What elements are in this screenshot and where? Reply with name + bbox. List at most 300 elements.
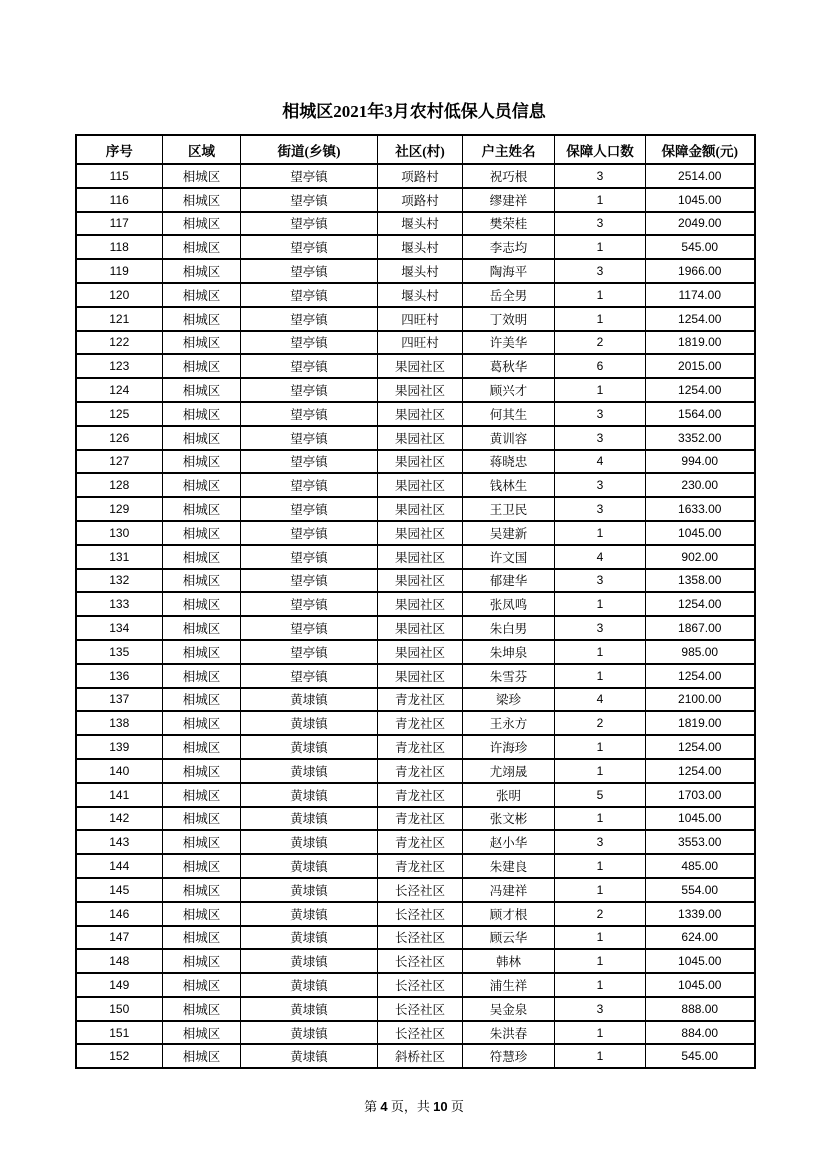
table-row [76,283,755,307]
table-row [76,212,755,236]
table-cell: 相城区 [163,926,241,950]
footer-page-number: 4 [380,1099,388,1115]
table-cell: 相城区 [163,902,241,926]
table-row [76,1021,755,1045]
table-cell: 1254.00 [646,664,755,688]
table-cell: 相城区 [163,759,241,783]
table-cell: 2100.00 [646,688,755,712]
table-container [75,134,754,1069]
table-cell: 黄训容 [463,426,555,450]
table-cell: 1254.00 [646,307,755,331]
table-cell: 浦生祥 [463,973,555,997]
table-cell: 堰头村 [378,283,463,307]
table-cell: 果园社区 [378,402,463,426]
footer-text: 第 [364,1099,378,1115]
table-cell: 黄埭镇 [241,830,378,854]
table-cell: 相城区 [163,545,241,569]
table-cell: 3 [555,164,646,188]
table-cell: 3 [555,259,646,283]
table-cell: 4 [555,688,646,712]
table-cell: 望亭镇 [241,426,378,450]
table-row [76,902,755,926]
table-cell: 1819.00 [646,711,755,735]
table-cell: 相城区 [163,426,241,450]
table-cell: 119 [76,259,163,283]
table-cell: 485.00 [646,854,755,878]
table-cell: 1 [555,854,646,878]
table-cell: 3 [555,616,646,640]
table-cell: 1045.00 [646,973,755,997]
table-cell: 许文国 [463,545,555,569]
table-cell: 151 [76,1021,163,1045]
table-cell: 吴建新 [463,521,555,545]
table-cell: 黄埭镇 [241,759,378,783]
table-cell: 朱洪春 [463,1021,555,1045]
table-cell: 许海珍 [463,735,555,759]
table-row [76,569,755,593]
table-cell: 2049.00 [646,212,755,236]
table-cell: 青龙社区 [378,830,463,854]
table-cell: 长泾社区 [378,973,463,997]
table-cell: 137 [76,688,163,712]
table-cell: 望亭镇 [241,331,378,355]
table-cell: 果园社区 [378,450,463,474]
table-cell: 相城区 [163,283,241,307]
table-cell: 长泾社区 [378,926,463,950]
table-cell: 147 [76,926,163,950]
table-cell: 望亭镇 [241,521,378,545]
table-cell: 148 [76,949,163,973]
table-cell: 顾兴才 [463,378,555,402]
table-cell: 黄埭镇 [241,688,378,712]
table-cell: 1 [555,188,646,212]
table-row [76,807,755,831]
table-cell: 1174.00 [646,283,755,307]
table-cell: 黄埭镇 [241,926,378,950]
table-cell: 果园社区 [378,664,463,688]
table-row [76,450,755,474]
table-cell: 相城区 [163,212,241,236]
table-cell: 1 [555,759,646,783]
table-cell: 顾云华 [463,926,555,950]
table-cell: 相城区 [163,973,241,997]
table-cell: 赵小华 [463,830,555,854]
table-cell: 142 [76,807,163,831]
table-cell: 望亭镇 [241,307,378,331]
table-cell: 1 [555,307,646,331]
table-cell: 樊荣桂 [463,212,555,236]
table-row [76,331,755,355]
table-cell: 青龙社区 [378,807,463,831]
table-cell: 624.00 [646,926,755,950]
table-cell: 果园社区 [378,378,463,402]
table-cell: 1 [555,949,646,973]
column-header: 社区(村) [378,135,463,164]
table-cell: 四旺村 [378,307,463,331]
table-cell: 2 [555,331,646,355]
footer-text: 页，共 [390,1099,430,1115]
table-cell: 相城区 [163,711,241,735]
table-row [76,830,755,854]
table-cell: 黄埭镇 [241,878,378,902]
table-cell: 望亭镇 [241,402,378,426]
table-cell: 136 [76,664,163,688]
table-cell: 140 [76,759,163,783]
table-cell: 3 [555,997,646,1021]
table-cell: 岳全男 [463,283,555,307]
table-row [76,878,755,902]
table-row [76,783,755,807]
table-cell: 朱雪芬 [463,664,555,688]
table-cell: 1254.00 [646,759,755,783]
table-cell: 缪建祥 [463,188,555,212]
table-cell: 123 [76,354,163,378]
table-row [76,688,755,712]
table-cell: 梁珍 [463,688,555,712]
table-cell: 黄埭镇 [241,949,378,973]
table-cell: 相城区 [163,164,241,188]
table-cell: 4 [555,545,646,569]
table-row [76,949,755,973]
table-cell: 126 [76,426,163,450]
table-cell: 郁建华 [463,569,555,593]
table-row [76,1044,755,1068]
table-cell: 望亭镇 [241,616,378,640]
table-cell: 相城区 [163,854,241,878]
table-cell: 122 [76,331,163,355]
table-cell: 相城区 [163,807,241,831]
table-cell: 1 [555,1044,646,1068]
table-row [76,164,755,188]
table-cell: 望亭镇 [241,378,378,402]
table-cell: 望亭镇 [241,212,378,236]
table-cell: 望亭镇 [241,235,378,259]
table-cell: 相城区 [163,1021,241,1045]
table-body [76,164,755,1068]
table-cell: 朱坤泉 [463,640,555,664]
table-cell: 相城区 [163,688,241,712]
table-cell: 133 [76,592,163,616]
table-cell: 望亭镇 [241,259,378,283]
table-row [76,307,755,331]
table-cell: 1254.00 [646,735,755,759]
table-cell: 相城区 [163,188,241,212]
table-cell: 1 [555,592,646,616]
table-cell: 1045.00 [646,188,755,212]
table-cell: 1 [555,973,646,997]
table-row [76,188,755,212]
table-cell: 何其生 [463,402,555,426]
table-cell: 青龙社区 [378,735,463,759]
table-cell: 3352.00 [646,426,755,450]
table-cell: 长泾社区 [378,902,463,926]
table-cell: 1 [555,1021,646,1045]
table-cell: 青龙社区 [378,711,463,735]
footer-text: 页 [450,1099,464,1115]
table-cell: 望亭镇 [241,473,378,497]
table-row [76,926,755,950]
table-cell: 望亭镇 [241,664,378,688]
table-cell: 长泾社区 [378,949,463,973]
table-cell: 符慧珍 [463,1044,555,1068]
table-cell: 相城区 [163,235,241,259]
table-cell: 230.00 [646,473,755,497]
table-cell: 望亭镇 [241,450,378,474]
table-cell: 130 [76,521,163,545]
table-cell: 相城区 [163,592,241,616]
table-cell: 王卫民 [463,497,555,521]
table-cell: 3 [555,426,646,450]
table-cell: 黄埭镇 [241,854,378,878]
table-cell: 相城区 [163,450,241,474]
table-cell: 121 [76,307,163,331]
table-row [76,735,755,759]
table-cell: 果园社区 [378,426,463,450]
table-cell: 117 [76,212,163,236]
table-cell: 1254.00 [646,378,755,402]
table-cell: 118 [76,235,163,259]
page-footer [0,1096,828,1115]
table-cell: 相城区 [163,997,241,1021]
table-cell: 1339.00 [646,902,755,926]
table-cell: 张明 [463,783,555,807]
table-cell: 4 [555,450,646,474]
table-cell: 黄埭镇 [241,902,378,926]
table-cell: 相城区 [163,949,241,973]
table-cell: 1045.00 [646,807,755,831]
table-cell: 135 [76,640,163,664]
table-cell: 相城区 [163,521,241,545]
table-cell: 果园社区 [378,545,463,569]
table-cell: 1 [555,378,646,402]
table-row [76,354,755,378]
table-cell: 2 [555,711,646,735]
table-cell: 望亭镇 [241,545,378,569]
table-cell: 1703.00 [646,783,755,807]
table-cell: 果园社区 [378,569,463,593]
table-row [76,426,755,450]
table-row [76,854,755,878]
table-cell: 3 [555,497,646,521]
table-cell: 124 [76,378,163,402]
table-cell: 1966.00 [646,259,755,283]
table-cell: 3 [555,473,646,497]
table-cell: 葛秋华 [463,354,555,378]
table-cell: 相城区 [163,331,241,355]
table-cell: 果园社区 [378,592,463,616]
table-row [76,640,755,664]
table-cell: 陶海平 [463,259,555,283]
table-cell: 2 [555,902,646,926]
table-cell: 1045.00 [646,949,755,973]
table-cell: 1 [555,926,646,950]
table-cell: 堰头村 [378,259,463,283]
table-cell: 黄埭镇 [241,735,378,759]
table-cell: 黄埭镇 [241,783,378,807]
table-cell: 6 [555,354,646,378]
table-cell: 张文彬 [463,807,555,831]
table-row [76,616,755,640]
table-cell: 望亭镇 [241,354,378,378]
table-cell: 项路村 [378,188,463,212]
table-cell: 斜桥社区 [378,1044,463,1068]
table-cell: 1564.00 [646,402,755,426]
table-cell: 152 [76,1044,163,1068]
table-cell: 116 [76,188,163,212]
table-cell: 朱建良 [463,854,555,878]
table-cell: 1 [555,664,646,688]
table-cell: 长泾社区 [378,1021,463,1045]
table-cell: 1819.00 [646,331,755,355]
table-cell: 146 [76,902,163,926]
table-cell: 1254.00 [646,592,755,616]
table-row [76,711,755,735]
table-row [76,545,755,569]
table-cell: 相城区 [163,354,241,378]
table-row [76,997,755,1021]
table-cell: 相城区 [163,664,241,688]
table-cell: 望亭镇 [241,592,378,616]
table-row [76,235,755,259]
table-cell: 果园社区 [378,521,463,545]
table-cell: 青龙社区 [378,688,463,712]
table-row [76,521,755,545]
table-cell: 144 [76,854,163,878]
table-cell: 黄埭镇 [241,973,378,997]
table-cell: 1358.00 [646,569,755,593]
table-row [76,402,755,426]
table-cell: 1 [555,283,646,307]
table-cell: 望亭镇 [241,497,378,521]
table-cell: 丁效明 [463,307,555,331]
table-cell: 545.00 [646,235,755,259]
table-row [76,473,755,497]
table-cell: 望亭镇 [241,164,378,188]
footer-total-pages: 10 [433,1099,448,1115]
table-cell: 134 [76,616,163,640]
table-cell: 相城区 [163,473,241,497]
table-cell: 3 [555,569,646,593]
column-header: 保障人口数 [555,135,646,164]
table-cell: 望亭镇 [241,569,378,593]
table-cell: 132 [76,569,163,593]
table-cell: 1633.00 [646,497,755,521]
table-cell: 141 [76,783,163,807]
table-row [76,497,755,521]
column-header: 户主姓名 [463,135,555,164]
table-cell: 3 [555,402,646,426]
table-cell: 5 [555,783,646,807]
table-cell: 1867.00 [646,616,755,640]
table-cell: 相城区 [163,878,241,902]
table-cell: 985.00 [646,640,755,664]
table-cell: 项路村 [378,164,463,188]
table-cell: 128 [76,473,163,497]
table-cell: 125 [76,402,163,426]
table-cell: 相城区 [163,735,241,759]
table-cell: 129 [76,497,163,521]
table-cell: 2015.00 [646,354,755,378]
table-cell: 望亭镇 [241,640,378,664]
table-cell: 150 [76,997,163,1021]
table-cell: 相城区 [163,640,241,664]
column-header: 区域 [163,135,241,164]
table-cell: 果园社区 [378,354,463,378]
table-cell: 1 [555,735,646,759]
table-cell: 2514.00 [646,164,755,188]
table-cell: 127 [76,450,163,474]
table-cell: 青龙社区 [378,759,463,783]
table-cell: 相城区 [163,569,241,593]
table-cell: 相城区 [163,1044,241,1068]
page-title: 相城区2021年3月农村低保人员信息 [282,102,546,121]
table-cell: 长泾社区 [378,878,463,902]
table-cell: 相城区 [163,378,241,402]
table-cell: 王永方 [463,711,555,735]
table-cell: 143 [76,830,163,854]
table-cell: 张凤鸣 [463,592,555,616]
table-cell: 李志均 [463,235,555,259]
table-cell: 1045.00 [646,521,755,545]
table-cell: 相城区 [163,783,241,807]
table-cell: 138 [76,711,163,735]
table-cell: 相城区 [163,830,241,854]
table-cell: 相城区 [163,497,241,521]
table-cell: 朱白男 [463,616,555,640]
table-cell: 3 [555,830,646,854]
table-cell: 钱林生 [463,473,555,497]
table-cell: 1 [555,235,646,259]
table-cell: 149 [76,973,163,997]
table-cell: 果园社区 [378,616,463,640]
table-cell: 望亭镇 [241,188,378,212]
table-cell: 长泾社区 [378,997,463,1021]
table-cell: 果园社区 [378,640,463,664]
table-cell: 1 [555,878,646,902]
table-cell: 望亭镇 [241,283,378,307]
table-cell: 3553.00 [646,830,755,854]
table-header-row [76,135,755,164]
table-row [76,664,755,688]
table-cell: 果园社区 [378,473,463,497]
column-header: 序号 [76,135,163,164]
table-cell: 545.00 [646,1044,755,1068]
table-cell: 尤翊晟 [463,759,555,783]
table-cell: 顾才根 [463,902,555,926]
table-cell: 黄埭镇 [241,997,378,1021]
table-cell: 994.00 [646,450,755,474]
column-header: 街道(乡镇) [241,135,378,164]
column-header: 保障金额(元) [646,135,755,164]
table-cell: 145 [76,878,163,902]
table-cell: 堰头村 [378,212,463,236]
table-row [76,378,755,402]
table-cell: 蒋晓忠 [463,450,555,474]
table-cell: 黄埭镇 [241,711,378,735]
table-cell: 冯建祥 [463,878,555,902]
table-row [76,592,755,616]
benefits-table [75,134,756,1069]
table-cell: 554.00 [646,878,755,902]
table-cell: 四旺村 [378,331,463,355]
table-cell: 青龙社区 [378,854,463,878]
table-cell: 堰头村 [378,235,463,259]
table-cell: 1 [555,640,646,664]
table-cell: 黄埭镇 [241,1021,378,1045]
table-cell: 青龙社区 [378,783,463,807]
table-cell: 1 [555,521,646,545]
table-cell: 吴金泉 [463,997,555,1021]
